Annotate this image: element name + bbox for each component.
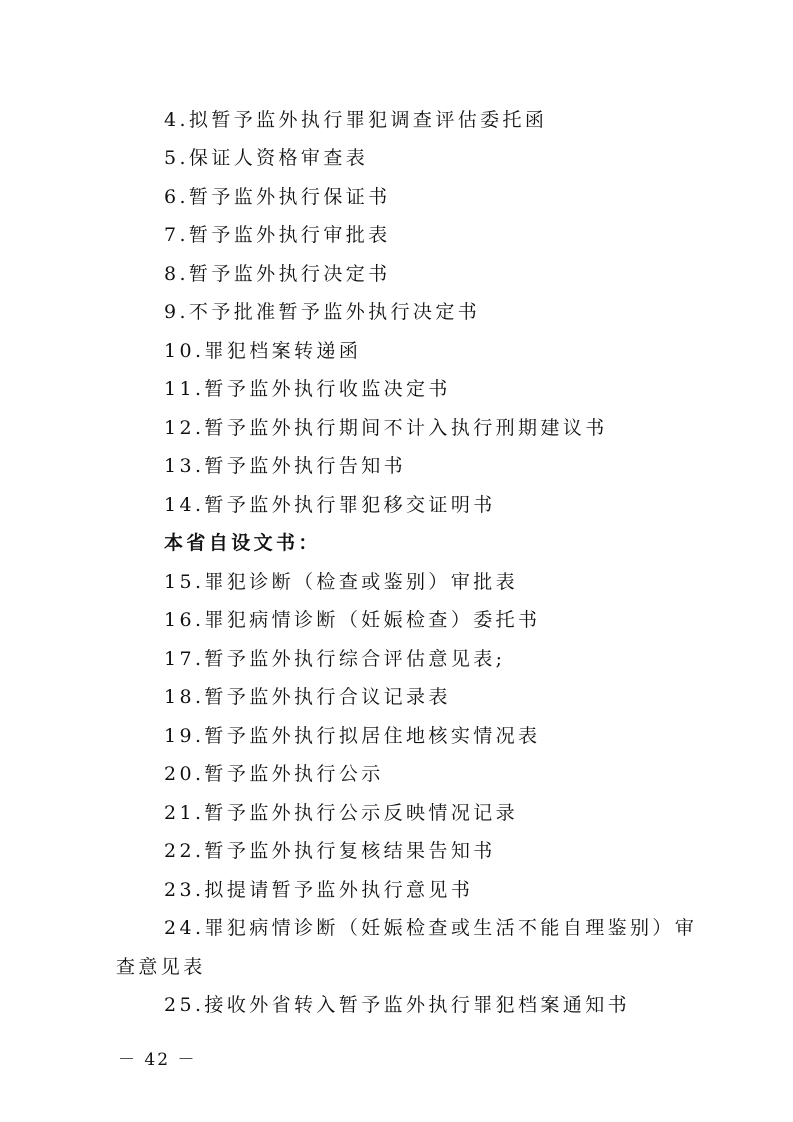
list-item: 8.暂予监外执行决定书 xyxy=(164,263,391,285)
list-item: 18.暂予监外执行合议记录表 xyxy=(164,686,451,708)
list-item: 20.暂予监外执行公示 xyxy=(164,763,384,785)
list-item: 14.暂予监外执行罪犯移交证明书 xyxy=(164,494,496,516)
list-item: 25.接收外省转入暂予监外执行罪犯档案通知书 xyxy=(164,994,631,1016)
list-item: 17.暂予监外执行综合评估意见表; xyxy=(164,648,506,670)
list-item: 21.暂予监外执行公示反映情况记录 xyxy=(164,802,519,824)
page-number: － 42 － xyxy=(118,1050,197,1070)
list-item-continuation: 查意见表 xyxy=(116,956,206,978)
list-item: 5.保证人资格审查表 xyxy=(164,147,369,169)
list-item: 9.不予批准暂予监外执行决定书 xyxy=(164,301,481,323)
list-item: 6.暂予监外执行保证书 xyxy=(164,186,391,208)
list-item: 10.罪犯档案转递函 xyxy=(164,340,362,362)
list-item: 12.暂予监外执行期间不计入执行刑期建议书 xyxy=(164,417,608,439)
list-item: 4.拟暂予监外执行罪犯调查评估委托函 xyxy=(164,109,548,131)
list-item: 16.罪犯病情诊断（妊娠检查）委托书 xyxy=(164,609,541,631)
list-item-first-line: 24.罪犯病情诊断（妊娠检查或生活不能自理鉴别）审 xyxy=(164,917,698,939)
list-item: 11.暂予监外执行收监决定书 xyxy=(164,378,451,400)
section-heading: 本省自设文书： xyxy=(164,532,321,554)
list-item: 19.暂予监外执行拟居住地核实情况表 xyxy=(164,725,541,747)
list-item: 13.暂予监外执行告知书 xyxy=(164,455,407,477)
list-item: 15.罪犯诊断（检查或鉴别）审批表 xyxy=(164,571,519,593)
list-item: 22.暂予监外执行复核结果告知书 xyxy=(164,840,496,862)
list-item: 23.拟提请暂予监外执行意见书 xyxy=(164,879,474,901)
list-item: 7.暂予监外执行审批表 xyxy=(164,224,391,246)
